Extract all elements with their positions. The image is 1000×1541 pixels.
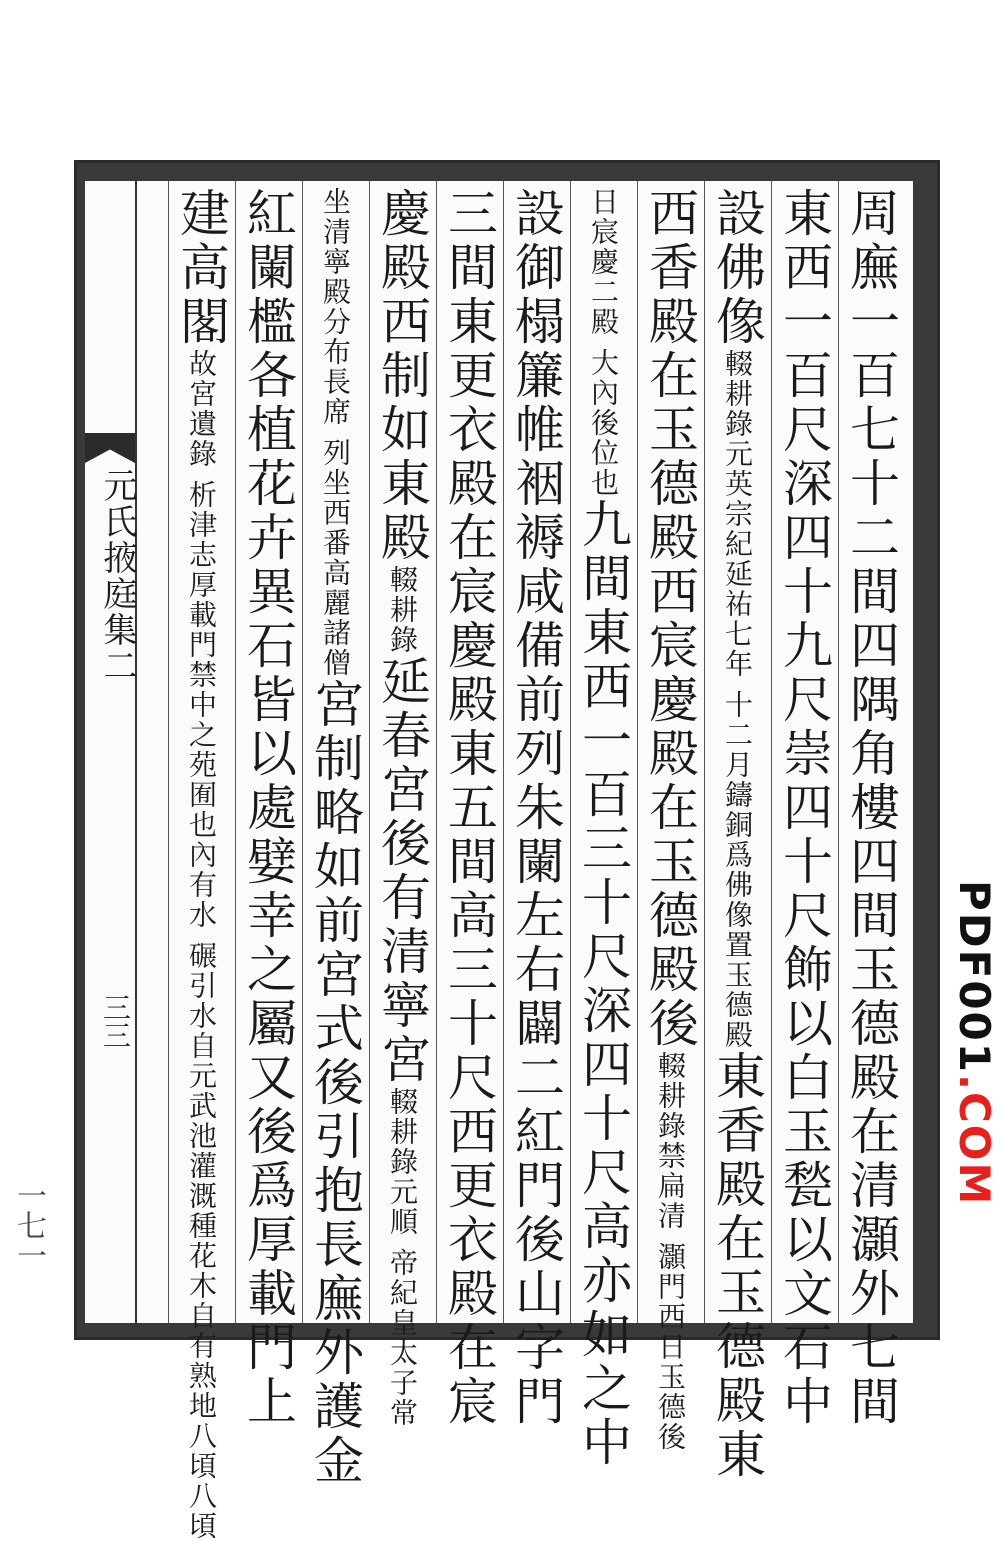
main-text: 宮制略如前宮式後引抱長廡外護金 — [306, 677, 364, 1488]
text-column — [239, 187, 297, 1429]
text-column — [306, 187, 364, 1488]
annotation-text: 輟耕錄 — [386, 1087, 419, 1177]
text-column — [842, 187, 900, 1429]
annotation-text: 輟耕錄 — [654, 1051, 687, 1141]
main-text: 九間東西一百三十尺深四十尺高亦如之中 — [574, 497, 632, 1470]
annotation-text: 元順 帝紀皇太子常 — [386, 1177, 419, 1428]
annotation-text: 故宮遺錄 析津志厚載門禁中之苑囿也內有水 碾引水自元武池灌溉種花木自有熟地八頃八頃 — [185, 349, 218, 1541]
annotation-text: 禁扁清 灝門西日玉德後 — [654, 1141, 687, 1452]
main-text: 紅闌檻各植花卉異石皆以處嬖幸之屬又後爲厚載門上 — [239, 187, 297, 1429]
column-rule — [771, 181, 772, 1323]
column-rule — [302, 181, 303, 1323]
main-text: 延春宮後有清 — [373, 655, 431, 979]
page-number: 一七一 — [11, 1180, 46, 1270]
main-text: 三間東更衣殿在宸慶殿東五間高三十尺西更衣殿在宸 — [440, 187, 498, 1429]
text-column — [507, 187, 565, 1429]
main-text: 寧宮 — [373, 979, 431, 1087]
main-text: 周廡一百七十二間四隅角樓四間玉德殿在清灝外七間 — [842, 187, 900, 1429]
page-gutter — [85, 181, 137, 1323]
text-column — [641, 187, 699, 1452]
annotation-text: 日宸慶二殿 大內後位也 — [587, 187, 620, 498]
main-text: 設御榻簾帷裀褥咸備前列朱闌左右闢二紅門後山字門 — [507, 187, 565, 1429]
watermark — [950, 880, 999, 1206]
column-rule — [168, 181, 169, 1323]
column-rule — [838, 181, 839, 1323]
watermark-text: PDF001 — [950, 880, 999, 1075]
top-border — [77, 163, 937, 181]
main-text: 東香殿在玉德殿東 — [708, 1049, 766, 1482]
column-rule — [637, 181, 638, 1323]
text-column — [708, 187, 766, 1482]
text-column — [440, 187, 498, 1429]
main-text: 西香殿在玉德殿西宸慶殿在玉德殿後 — [641, 187, 699, 1051]
watermark-domain: .COM — [950, 1074, 999, 1207]
annotation-text: 輟耕錄 — [721, 349, 754, 439]
book-title: 元氏掖庭集二 — [97, 468, 137, 684]
right-border — [913, 163, 937, 1337]
main-text: 設佛像 — [708, 187, 766, 349]
text-column — [172, 187, 230, 1541]
column-rule — [704, 181, 705, 1323]
column-rule — [436, 181, 437, 1323]
main-text: 慶殿西制如東殿 — [373, 187, 431, 565]
annotation-text: 輟耕錄 — [386, 565, 419, 655]
main-text: 東西一百尺深四十九尺崇四十尺飾以白玉甃以文石中 — [775, 187, 833, 1429]
column-rule — [235, 181, 236, 1323]
column-rule — [369, 181, 370, 1323]
annotation-text: 坐清寧殿分布長席 列坐西番高麗諸僧 — [319, 187, 352, 678]
column-rule — [503, 181, 504, 1323]
leaf-number: 三三 — [99, 993, 132, 1049]
main-text: 建高閣 — [172, 187, 230, 349]
left-border — [77, 163, 85, 1337]
column-rule — [570, 181, 571, 1323]
book-page — [74, 160, 940, 1541]
text-column — [574, 187, 632, 1470]
text-column — [775, 187, 833, 1429]
text-column — [373, 187, 431, 1428]
annotation-text: 元英宗紀延祐七年 十二月鑄銅爲佛像置玉德殿 — [721, 439, 754, 1050]
